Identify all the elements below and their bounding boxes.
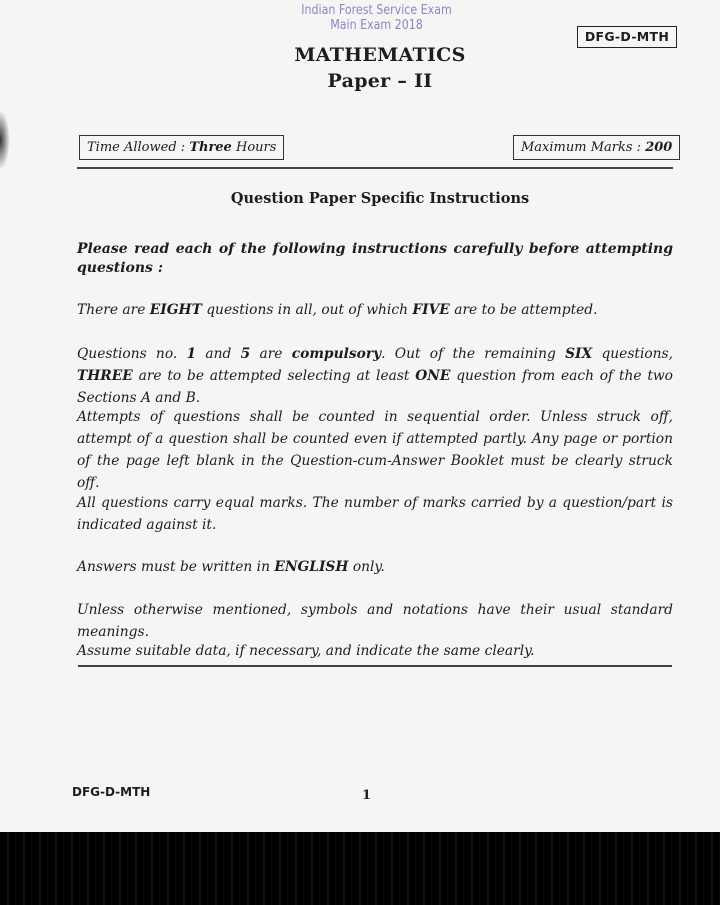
scan-background-bottom (0, 832, 720, 905)
paper-code-box: DFG-D-MTH (577, 26, 677, 48)
instruction-5: Answers must be written in ENGLISH only. (77, 559, 385, 575)
instruction-3: Attempts of questions shall be counted in sequential order. Unless struck off, attempt of a question shall be counted even if attempted partly. Any page or portion of the page left blank in the Question-cum-Answer Booklet must be clearly struck off. (77, 409, 673, 491)
instruction-1: There are EIGHT questions in all, out of which FIVE are to be attempted. (77, 302, 598, 318)
paper-title: Paper – II (327, 70, 433, 92)
time-allowed-box (79, 135, 284, 160)
bottom-divider (78, 665, 672, 667)
max-marks-value: 200 (645, 140, 673, 155)
instruction-2: Questions no. 1 and 5 are compulsory. Out of the remaining SIX questions, THREE are to be attempted selecting at least ONE question from each of the two Sections A and B. (77, 346, 674, 406)
time-allowed-value: Three (189, 140, 232, 155)
footer-paper-code: DFG-D-MTH (72, 785, 151, 799)
scan-shadow-left (0, 110, 10, 170)
subject-title: MATHEMATICS (294, 44, 466, 66)
watermark: Indian Forest Service Exam Main Exam 2018 (301, 3, 452, 33)
top-divider (77, 167, 673, 169)
max-marks-box (513, 135, 680, 160)
instructions-heading: Question Paper Specific Instructions (230, 190, 530, 207)
lead-instruction: Please read each of the following instructions carefully before attempting questions : (77, 241, 673, 276)
max-marks-label: Maximum Marks : (521, 140, 646, 155)
instruction-6: Unless otherwise mentioned, symbols and notations have their usual standard meanings. (77, 602, 673, 640)
instruction-4: All questions carry equal marks. The number of marks carried by a question/part is indicated against it. (77, 495, 673, 533)
instruction-7: Assume suitable data, if necessary, and indicate the same clearly. (77, 643, 535, 659)
page-number: 1 (362, 788, 372, 803)
time-allowed-unit: Hours (231, 140, 277, 155)
time-allowed-label: Time Allowed : (87, 140, 190, 155)
